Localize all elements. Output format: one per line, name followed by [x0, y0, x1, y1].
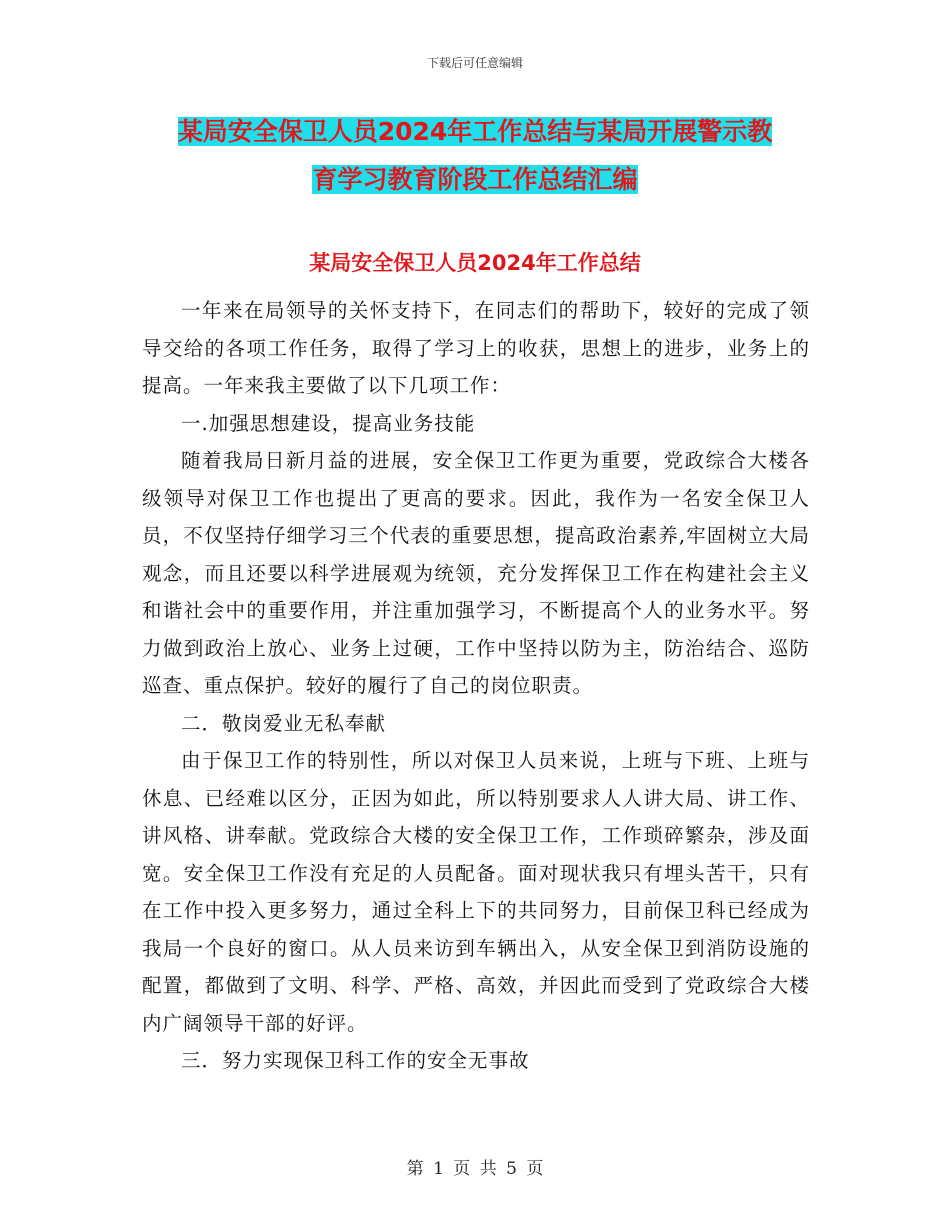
paragraph-section-1: 随着我局日新月益的进展，安全保卫工作更为重要，党政综合大楼各级领导对保卫工作也提出了更高的要求。因此，我作为一名安全保卫人员，不仅坚持仔细学习三个代表的重要思想，提高政治素养,牢固树立大局观念，而且还要以科学进展观为统领，充分发挥保卫工作在构建社会主义和谐社会中的重要作用，并注重加强学习，不断提高个人的业务水平。努力做到政治上放心、业务上过硬，工作中坚持以防为主，防治结合、巡防巡查、重点保护。较好的履行了自己的岗位职责。 — [142, 449, 810, 697]
heading-section-2: 二．敬岗爱业无私奉献 — [181, 711, 387, 735]
paragraph-intro: 一年来在局领导的关怀支持下，在同志们的帮助下，较好的完成了领导交给的各项工作任务，取得了学习上的收获，思想上的进步，业务上的提高。一年来我主要做了以下几项工作： — [142, 299, 810, 397]
heading-section-3: 三．努力实现保卫科工作的安全无事故 — [181, 1049, 530, 1072]
page-footer: 第 1 页 共 5 页 — [406, 1159, 544, 1179]
document-title-line-2: 育学习教育阶段工作总结汇编 — [312, 165, 638, 194]
heading-section-1: 一.加强思想建设，提高业务技能 — [181, 411, 476, 435]
header-note: 下载后可任意编辑 — [426, 56, 523, 70]
paragraph-section-2: 由于保卫工作的特别性，所以对保卫人员来说，上班与下班、上班与休息、已经难以区分，正因为如此，所以特别要求人人讲大局、讲工作、讲风格、讲奉献。党政综合大楼的安全保卫工作，工作琐碎繁杂，涉及面宽。安全保卫工作没有充足的人员配备。面对现状我只有埋头苦干，只有在工作中投入更多努力，通过全科上下的共同努力，目前保卫科已经成为我局一个良好的窗口。从人员来访到车辆出入，从安全保卫到消防设施的配置，都做到了文明、科学、严格、高效，并因此而受到了党政综合大楼内广阔领导干部的好评。 — [142, 749, 810, 1035]
document-body — [142, 292, 810, 1080]
document-title-line-1: 某局安全保卫人员2024年工作总结与某局开展警示教 — [177, 117, 773, 146]
section-title: 某局安全保卫人员2024年工作总结 — [309, 251, 641, 275]
document-title — [0, 108, 950, 204]
